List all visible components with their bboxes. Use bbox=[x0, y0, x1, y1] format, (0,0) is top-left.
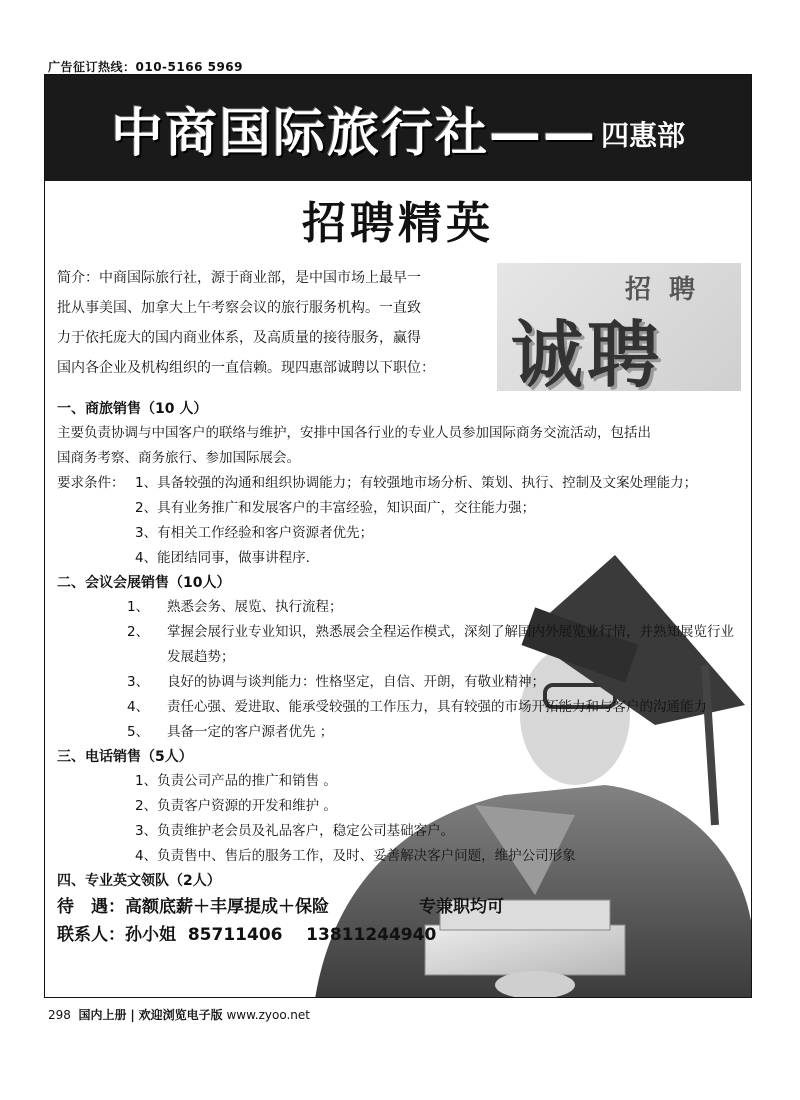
recruit-graphic-top: 招聘 bbox=[624, 275, 713, 305]
item-text: 掌握会展行业专业知识，熟悉展会全程运作模式，深刻了解国内外展览业行情，并熟知展览行业发展趋势； bbox=[167, 624, 734, 665]
item-number: 1、 bbox=[127, 599, 150, 615]
benefits-row bbox=[57, 893, 747, 921]
benefits-text: 高额底薪＋丰厚提成＋保险 bbox=[125, 897, 329, 917]
requirement-item: 3、有相关工作经验和客户资源者优先； bbox=[135, 525, 374, 541]
item-text: 良好的协调与谈判能力：性格坚定，自信、开朗，有敬业精神； bbox=[167, 674, 545, 690]
intro bbox=[57, 263, 487, 383]
page-footer bbox=[48, 1006, 310, 1023]
item-number: 3、 bbox=[127, 674, 150, 690]
contact-name: 孙小姐 bbox=[125, 925, 176, 945]
section-description: 主要负责协调与中国客户的联络与维护，安排中国各行业的专业人员参加国际商务交流活动，包括出 bbox=[57, 425, 651, 441]
intro-line: 国内各企业及机构组织的一直信赖。现四惠部诚聘以下职位： bbox=[57, 360, 435, 376]
list-item: 4、负责售中、售后的服务工作，及时、妥善解决客户问题，维护公司形象 bbox=[135, 848, 576, 864]
section-heading: 三、电话销售（5人） bbox=[57, 749, 193, 765]
list-item: 2、负责客户资源的开发和维护 。 bbox=[135, 798, 337, 814]
department-name: 四惠部 bbox=[601, 119, 686, 152]
list-item bbox=[57, 720, 747, 745]
job-listings bbox=[57, 397, 747, 949]
list-item bbox=[57, 695, 747, 720]
list-item: 3、负责维护老会员及礼品客户，稳定公司基础客户。 bbox=[135, 823, 455, 839]
recruit-graphic bbox=[497, 263, 741, 397]
benefits-label: 待 遇： bbox=[57, 897, 125, 917]
section-description: 国商务考察、商务旅行、参加国际展会。 bbox=[57, 450, 300, 466]
page-title: 招聘精英 bbox=[302, 198, 494, 249]
requirement-item: 4、能团结同事，做事讲程序. bbox=[135, 550, 310, 566]
list-item: 1、负责公司产品的推广和销售 。 bbox=[135, 773, 337, 789]
page-number: 298 bbox=[48, 1008, 71, 1022]
item-number: 5、 bbox=[127, 724, 150, 740]
requirement-item: 1、具备较强的沟通和组织协调能力；有较强地市场分析、策划、执行、控制及文案处理能力； bbox=[135, 475, 698, 491]
banner bbox=[45, 75, 751, 181]
contact-label: 联系人： bbox=[57, 925, 125, 945]
requirement-item: 2、具有业务推广和发展客户的丰富经验，知识面广，交往能力强； bbox=[135, 500, 536, 516]
employment-note: 专兼职均可 bbox=[419, 897, 504, 917]
contact-mobile: 13811244940 bbox=[306, 925, 437, 945]
item-number: 2、 bbox=[127, 624, 150, 640]
intro-line: 简介：中商国际旅行社，源于商业部，是中国市场上最早一 bbox=[57, 270, 421, 286]
contact-row bbox=[57, 921, 747, 949]
ad-hotline: 广告征订热线：010-5166 5969 bbox=[48, 60, 244, 74]
requirements-label: 要求条件： bbox=[57, 475, 125, 491]
section-heading: 四、专业英文领队（2人） bbox=[57, 873, 221, 889]
item-text: 责任心强、爱进取、能承受较强的工作压力，具有较强的市场开拓能力和与客户的沟通能力 bbox=[167, 699, 707, 715]
website-link[interactable]: www.zyoo.net bbox=[226, 1008, 310, 1022]
item-text: 具备一定的客户源者优先 ； bbox=[167, 724, 334, 740]
item-number: 4、 bbox=[127, 699, 150, 715]
section-heading: 一、商旅销售（10 人） bbox=[57, 401, 208, 417]
welcome-text: 欢迎浏览电子版 bbox=[138, 1008, 223, 1022]
list-item bbox=[57, 595, 747, 620]
company-name: 中商国际旅行社—— bbox=[110, 103, 597, 164]
intro-line: 批从事美国、加拿大上午考察会议的旅行服务机构。一直致 bbox=[57, 300, 421, 316]
separator: | bbox=[130, 1008, 135, 1022]
recruit-graphic-main: 诚聘 bbox=[511, 313, 664, 397]
list-item bbox=[57, 620, 747, 670]
contact-phone: 85711406 bbox=[187, 925, 283, 945]
section-heading: 二、会议会展销售（10人） bbox=[57, 575, 231, 591]
intro-line: 力于依托庞大的国内商业体系，及高质量的接待服务，赢得 bbox=[57, 330, 421, 346]
volume-label: 国内上册 bbox=[78, 1008, 127, 1022]
item-text: 熟悉会务、展览、执行流程； bbox=[167, 599, 343, 615]
list-item bbox=[57, 670, 747, 695]
requirement-row bbox=[57, 471, 747, 496]
ad-frame bbox=[44, 74, 752, 998]
